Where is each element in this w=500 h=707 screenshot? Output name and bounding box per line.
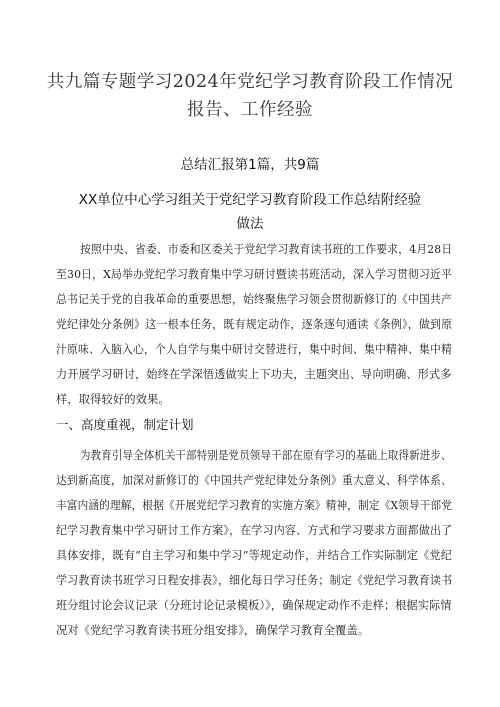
article-title-line-2: 做法 [236, 216, 264, 232]
paragraph-1-line: 党纪律处分条例》这一根本任务，既有规定动作，逐条逐句通读《条例》，做到原 [56, 318, 453, 331]
paragraph-1-line: 汁原味、入脑入心，个人自学与集中研讨交替进行，集中时间、集中精神、集中精 [56, 343, 452, 356]
paragraph-2-line: 纪学习教育集中学习研讨工作方案》，在学习内容、方式和学习要求方面都做出了 [56, 524, 453, 537]
paragraph-1-line: 样，取得较好的效果。 [56, 393, 170, 406]
paragraph-2-line: 学习教育读书班学习日程安排表》，细化每日学习任务；制定《党纪学习教育读书 [56, 574, 453, 587]
paragraph-1-line: 总书记关于党的自我革命的重要思想，始终聚焦学习领会贯彻新修订的《中国共产 [56, 293, 452, 306]
paragraph-2-line: 班分组讨论会议记录（分班讨论记录模板）》，确保规定动作不走样；根据实际情 [56, 599, 452, 612]
paragraph-1-line: 按照中央、省委、市委和区委关于党纪学习教育读书班的工作要求，4月28日 [80, 243, 453, 256]
section-1-heading: 一、高度重视，制定计划 [56, 417, 194, 432]
paragraph-1-line: 力开展学习研讨，始终在学深悟透做实上下功夫，主题突出、导向明确、形式多 [56, 368, 452, 381]
article-title-line-1: XX单位中心学习组关于党纪学习教育阶段工作总结附经验 [78, 192, 422, 208]
paragraph-1-line: 至30日，X局举办党纪学习教育集中学习研讨暨读书班活动，深入学习贯彻习近平 [56, 268, 453, 281]
document-title-line-1: 共九篇专题学习2024年党纪学习教育阶段工作情况 [46, 72, 454, 92]
paragraph-2-line: 为教育引导全体机关干部特别是党员领导干部在原有学习的基础上取得新进步、 [80, 449, 452, 462]
paragraph-2-line: 丰富内涵的理解，根据《开展党纪学习教育的实施方案》精神，制定《X领导干部党 [56, 499, 453, 512]
paragraph-2-line: 况对《党纪学习教育读书班分组安排》，确保学习教育全覆盖。 [56, 624, 370, 637]
document-title-line-2: 报告、工作经验 [187, 100, 313, 120]
paragraph-2-line: 达到新高度，加深对新修订的《中国共产党纪律处分条例》重大意义、科学体系、 [56, 474, 452, 487]
series-label: 总结汇报第1篇，共9篇 [180, 157, 320, 173]
paragraph-2-line: 具体安排，既有“自主学习和集中学习”等规定动作，并结合工作实际制定《党纪 [56, 549, 453, 562]
